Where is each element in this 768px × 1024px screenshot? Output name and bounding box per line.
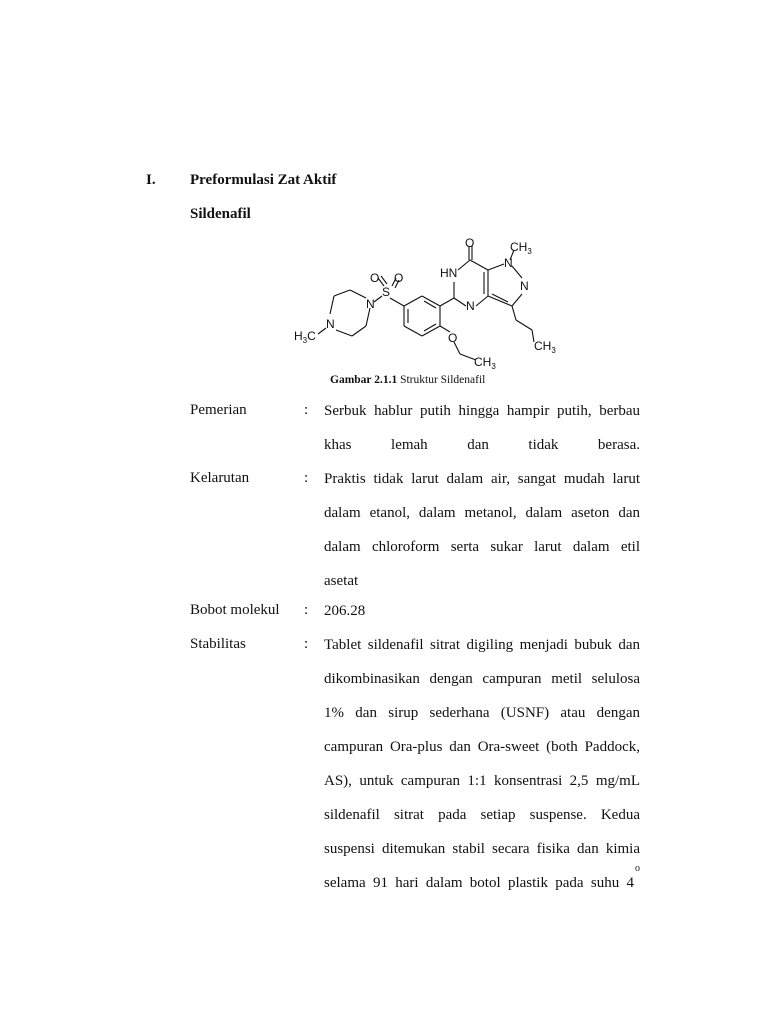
property-colon: : bbox=[304, 636, 309, 652]
property-value-pemerian bbox=[324, 394, 640, 462]
property-colon: : bbox=[304, 470, 309, 486]
atom-n-pyrazole-right: N bbox=[520, 279, 529, 293]
atom-n-piperazine-left: N bbox=[326, 317, 335, 331]
degree-superscript: o bbox=[635, 863, 640, 874]
property-label-bobot-molekul: Bobot molekul bbox=[190, 602, 280, 618]
figure-caption bbox=[330, 374, 485, 386]
figure-caption-text: Struktur Sildenafil bbox=[397, 374, 486, 386]
property-value-bobot-molekul bbox=[324, 594, 640, 628]
property-label-pemerian: Pemerian bbox=[190, 402, 247, 418]
value-line: dalam chloroform serta sukar larut dalam etil bbox=[324, 539, 640, 555]
property-colon: : bbox=[304, 402, 309, 418]
atom-ch3-propyl: $CH_3$ bbox=[534, 339, 556, 355]
value-line: suspensi ditemukan stabil secara fisika dan kimia bbox=[324, 841, 640, 857]
atom-o-sulfonyl-right: O bbox=[394, 271, 404, 285]
value-line: selama 91 hari dalam botol plastik pada suhu 4 bbox=[324, 875, 634, 891]
sildenafil-structure-diagram bbox=[290, 236, 570, 370]
atom-s: S bbox=[382, 285, 391, 299]
property-label-kelarutan: Kelarutan bbox=[190, 470, 250, 486]
value-line: 206.28 bbox=[324, 603, 366, 619]
value-line: 1% dan sirup sederhana (USNF) atau dengan bbox=[324, 705, 640, 721]
value-line-last bbox=[324, 863, 640, 900]
value-line: Serbuk hablur putih hingga hampir putih, berbau bbox=[324, 403, 640, 419]
figure-caption-number: Gambar 2.1.1 bbox=[330, 374, 398, 386]
atom-h3c: $H_3C$ bbox=[294, 329, 316, 345]
atom-o-carbonyl: O bbox=[465, 236, 475, 250]
value-line: sildenafil sitrat pada setiap suspense. Kedua bbox=[324, 807, 640, 823]
value-line: Tablet sildenafil sitrat digiling menjadi bubuk dan bbox=[324, 637, 640, 653]
section-number: I. bbox=[146, 172, 156, 188]
property-value-kelarutan bbox=[324, 462, 640, 598]
atom-o-sulfonyl-left: O bbox=[370, 271, 380, 285]
value-line: dalam etanol, dalam metanol, dalam aseton dan bbox=[324, 505, 640, 521]
value-line: campuran Ora-plus dan Ora-sweet (both Paddock, bbox=[324, 739, 640, 755]
property-label-stabilitas: Stabilitas bbox=[190, 636, 246, 652]
atom-n-piperazine-right: N bbox=[366, 297, 375, 311]
value-line: asetat bbox=[324, 573, 359, 589]
value-line: khas lemah dan tidak berasa. bbox=[324, 437, 640, 453]
atom-o-ether: O bbox=[448, 331, 458, 345]
atom-n-ring: N bbox=[466, 299, 475, 313]
value-line: AS), untuk campuran 1:1 konsentrasi 2,5 mg/mL bbox=[324, 773, 640, 789]
atom-ch3-top: $CH_3$ bbox=[510, 240, 532, 256]
atom-ch3-ether: $CH_3$ bbox=[474, 355, 496, 370]
section-title: Preformulasi Zat Aktif bbox=[190, 172, 337, 188]
property-value-stabilitas bbox=[324, 628, 640, 900]
atom-n-pyrazole-top: N bbox=[504, 256, 513, 270]
value-line: dikombinasikan dengan campuran metil selulosa bbox=[324, 671, 640, 687]
structure-atom-labels bbox=[294, 236, 556, 370]
value-line: Praktis tidak larut dalam air, sangat mudah larut bbox=[324, 471, 640, 487]
property-colon: : bbox=[304, 602, 309, 618]
section-subtitle: Sildenafil bbox=[190, 206, 251, 222]
atom-hn: HN bbox=[440, 266, 458, 280]
